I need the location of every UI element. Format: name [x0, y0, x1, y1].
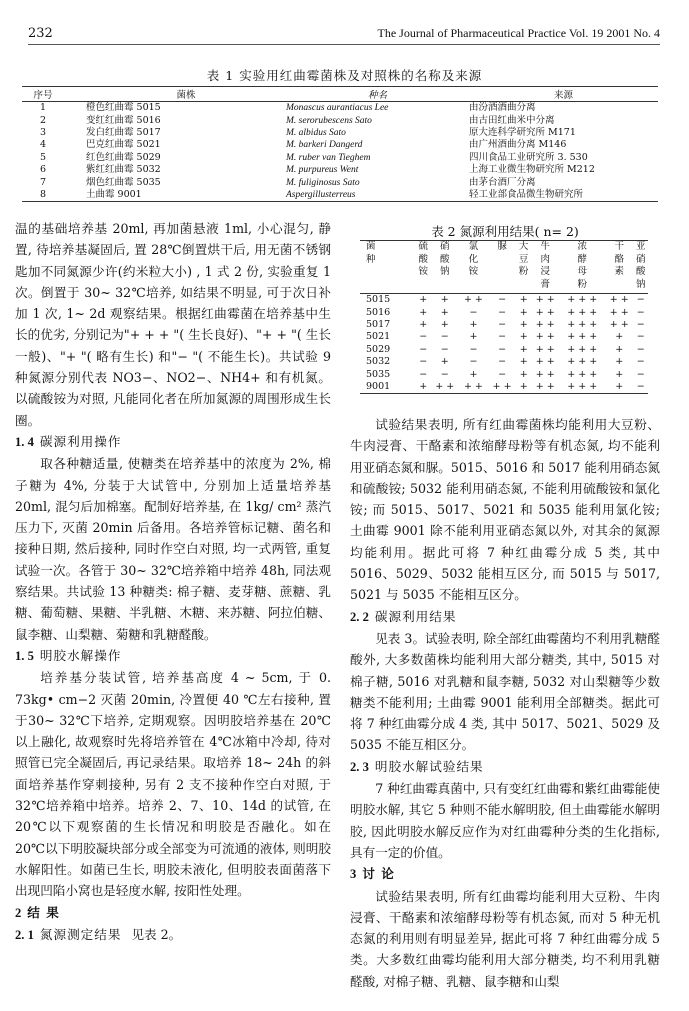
table2 — [360, 240, 648, 394]
table2-cell: 5021 — [366, 331, 391, 343]
table1-cell: 4 — [39, 139, 47, 151]
table2-cell: + — [440, 356, 449, 368]
paragraph: 培养基分装试管, 培养基高度 4 ~ 5cm, 于 0. 73kg• cm−2 灭菌 20min, 冷置便 40 ℃左右接种, 置于30~ 32℃下培养, 定期观察。因明胶培养基在 20℃以上融化, 故观察时先将培养管在 4℃冰箱中冷却, 待对照管已完全凝固后, 再记录结果。取培养 18~ 24h 的斜面培养基作穿刺接种, 另有 2 支不接种作空白对照, 于 32℃培养箱中培养。培养 2、7、10、14d 的试管, 在 20℃以下观察菌的生长情况和明胶是否融化。如在 20℃以下明胶凝块部分或全部变为可流通的液体, 则明胶水解阳性。如菌已生长, 明胶未液化, 但明胶表面菌落下出现凹陷小窝也是轻度水解, 按阳性处理。 — [15, 670, 331, 899]
table2-cell: + — [469, 318, 478, 330]
table2-cell: + + — [535, 356, 555, 368]
table1-row — [22, 127, 658, 139]
table1-row — [22, 164, 658, 176]
table2-cell: − — [469, 356, 478, 368]
section-heading-1-5: 1. 5 明胶水解操作 — [15, 647, 122, 663]
table1-row — [22, 189, 658, 202]
table2-cell: − — [498, 306, 507, 318]
running-header — [28, 26, 660, 45]
table2-cell: + — [469, 368, 478, 380]
table2-cell: + + — [488, 381, 517, 394]
table1-cell: Aspergillusterreus — [286, 189, 469, 202]
table2-cell: 5017 — [366, 318, 391, 330]
table2-cell: − — [634, 381, 648, 394]
table2-cell: + — [519, 356, 528, 368]
table2-cell: + — [519, 343, 528, 355]
section-heading-2-3: 2. 3 明胶水解试验结果 — [350, 758, 484, 774]
table1-cell: 紫红红曲霉 5032 — [86, 164, 161, 176]
table1-cell: 烟色红曲霉 5035 — [86, 176, 161, 188]
table2-header: 硝 酸 钠 — [430, 241, 459, 294]
section-heading-1-4: 1. 4 碳源利用操作 — [15, 433, 122, 449]
table1-cell: 7 — [39, 176, 47, 188]
table2-header: 浓 酵 母 粉 — [560, 241, 605, 294]
table2-cell: 5032 — [366, 356, 391, 368]
table1-cell: 由茅台酒厂分离 — [469, 176, 536, 188]
table1-cell: 3 — [39, 126, 47, 138]
table2-row — [360, 368, 648, 380]
table2-cell: + — [516, 381, 530, 394]
table2-cell: + + + — [560, 381, 605, 394]
table2-row — [360, 381, 648, 394]
table2-row — [360, 306, 648, 318]
left-column — [15, 218, 331, 946]
table2-cell: + + + — [567, 294, 598, 306]
table2-cell: − — [469, 306, 478, 318]
table2-header: 大 豆 粉 — [516, 241, 530, 294]
table1-row — [22, 114, 658, 126]
table1-cell: 2 — [39, 114, 47, 126]
table2-cell: + + — [535, 318, 555, 330]
table2-cell: + — [615, 343, 624, 355]
table1-cell: 四川食品工业研究所 3. 530 — [469, 151, 588, 163]
table1-cell: 变红红曲霉 5016 — [86, 114, 161, 126]
table1-cell: M. ruber van Tieghem — [286, 152, 371, 163]
paragraph: 见表 3。试验表明, 除全部红曲霉菌均不利用乳糖醛酸外, 大多数菌株均能利用大部分糖类, 其中, 5015 对棉子糖, 5016 对乳糖和鼠李糖, 5032 对山梨糖等少数糖类不能利用; 土曲霉 9001 能利用全部糖类。据此可将 7 种红曲霉分成 4 类, 其中 5017、5021、5029 及 5035 不能互相区分。 — [350, 630, 660, 753]
table2-cell: − — [498, 368, 507, 380]
table2-cell: + + + — [567, 356, 598, 368]
table2-cell: + + — [535, 368, 555, 380]
table2-cell: − — [636, 343, 645, 355]
table1-cell: M. barkeri Dangerd — [286, 140, 363, 151]
table1-header-species: 种名 — [286, 87, 469, 102]
table2-header: 菌 种 — [360, 241, 416, 294]
table2-cell: + + — [430, 381, 459, 394]
table2-cell: + + + — [567, 331, 598, 343]
table2-cell: 9001 — [360, 381, 416, 394]
table1 — [22, 86, 658, 202]
table2-cell: − — [419, 343, 428, 355]
table2-cell: − — [636, 368, 645, 380]
table1-cell: M. fuliginosus Sato — [286, 177, 360, 188]
table2-cell: − — [440, 343, 449, 355]
table1-cell: Monascus aurantiacus Lee — [286, 103, 389, 114]
table2-row — [360, 356, 648, 368]
table2-cell: + + — [531, 381, 560, 394]
table1-cell: 由广州酒曲分离 M146 — [469, 139, 567, 151]
table2-header: 脲 — [488, 241, 517, 294]
table2-cell: + — [605, 381, 634, 394]
table2-cell: + — [519, 318, 528, 330]
table2-cell: + + — [535, 306, 555, 318]
section-heading-2-2: 2. 2 碳源利用结果 — [350, 608, 457, 624]
section-heading-2-1: 2. 1 氮源测定结果 见表 2。 — [15, 926, 182, 942]
table2-header: 干 酪 素 — [605, 241, 634, 294]
table2-header: 硫 酸 铵 — [416, 241, 430, 294]
page-number: 232 — [28, 26, 53, 41]
table1-cell: 发白红曲霉 5017 — [86, 126, 161, 138]
table1-row — [22, 152, 658, 164]
table2-cell: + — [416, 381, 430, 394]
table2-cell: + — [615, 331, 624, 343]
table1-cell: 上海工业微生物研究所 M212 — [469, 164, 595, 176]
table2-cell: 5035 — [366, 368, 391, 380]
table2-cell: + — [419, 294, 428, 306]
table2-cell: 5016 — [366, 306, 391, 318]
table2-cell: + — [519, 331, 528, 343]
table1-caption: 表 1 实验用红曲霉菌株及对照株的名称及来源 — [206, 68, 483, 83]
table2-cell: − — [636, 294, 645, 306]
table2-cell: 5029 — [366, 343, 391, 355]
table2-header: 牛 肉 浸 膏 — [531, 241, 560, 294]
journal-title: The Journal of Pharmaceutical Practice Vol. 19 2001 No. 4 — [377, 26, 660, 40]
section-heading-2: 2 结 果 — [15, 904, 60, 920]
table2-cell: − — [636, 318, 645, 330]
table2-cell: + + + — [567, 306, 598, 318]
table1-cell: 橙色红曲霉 5015 — [86, 102, 161, 114]
table2-cell: − — [498, 356, 507, 368]
table2-cell: + + — [463, 294, 483, 306]
table2-cell: + + — [609, 306, 629, 318]
table2-cell: + — [419, 306, 428, 318]
table1-cell: 5 — [39, 151, 47, 163]
table1-row — [22, 139, 658, 151]
table2-cell: − — [419, 331, 428, 343]
table2-header: 氯 化 铵 — [459, 241, 488, 294]
table1-cell: 红色红曲霉 5029 — [86, 151, 161, 163]
table2-row — [360, 344, 648, 356]
table2-cell: + + — [535, 294, 555, 306]
table2-cell: + — [469, 331, 478, 343]
table2-cell: − — [636, 356, 645, 368]
table2-row — [360, 294, 648, 307]
right-column — [350, 414, 660, 992]
table1-header-strain: 菌株 — [64, 87, 286, 102]
table1-cell: 轻工业部食品微生物研究所 — [469, 189, 658, 202]
table2-cell: + + + — [567, 343, 598, 355]
table2-cell: + + — [535, 343, 555, 355]
paragraph: 试验结果表明, 所有红曲霉菌株均能利用大豆粉、牛肉浸膏、干酪素和浓缩酵母粉等有机态氮, 均不能利用亚硝态氮和脲。5015、5016 和 5017 能利用硝态氮和硫酸铵; 5032 能利用硝态氮, 不能利用硫酸铵和氯化铵; 而 5015、5017、5021 和 5035 能利用氯化铵; 土曲霉 9001 除不能利用亚硝态氮以外, 对其余的氮源均能利用。据此可将 7 种红曲霉分成 5 类, 其中 5016、5029、5032 能相互区分, 而 5015 与 5017, 5021 与 5035 不能相互区分。 — [350, 417, 660, 603]
table2-cell: + — [440, 294, 449, 306]
paragraph: 取各种糖适量, 使糖类在培养基中的浓度为 2%, 棉子糖为 4%, 分装于大试管中, 分别加上适量培养基 20ml, 混匀后加棉塞。配制好培养基, 在 1kg/ cm² 蒸汽压力下, 灭菌 20min 后备用。各培养管标记糖、菌名和接种日期, 然后接种, 同时作空白对照, 均一式两管, 重复试验一次。各管于 30~ 32℃培养箱中培养 48h, 同法观察结果。共试验 13 种糖类: 棉子糖、麦芽糖、蔗糖、乳糖、葡萄糖、果糖、半乳糖、木糖、来苏糖、阿拉伯糖、鼠李糖、山梨糖、菊糖和乳糖醛酸。 — [15, 456, 331, 642]
table1-cell: M. serorubescens Sato — [286, 115, 372, 126]
table2-cell: − — [498, 318, 507, 330]
table2-cell: − — [636, 306, 645, 318]
table2-caption: 表 2 氮源利用结果( n= 2) — [431, 224, 579, 239]
table1-cell: 原大连科学研究所 M171 — [469, 126, 576, 138]
table1-cell: 1 — [39, 102, 47, 114]
table1-cell: 由古田红曲米中分离 — [469, 114, 555, 126]
table1-cell: 巴克红曲霉 5021 — [86, 139, 161, 151]
table2-cell: + — [615, 368, 624, 380]
table1-header-no: 序号 — [22, 87, 64, 102]
table2-cell: + — [440, 318, 449, 330]
table2-cell: + + — [609, 294, 629, 306]
table2-cell: + + + — [567, 368, 598, 380]
table2-cell: + — [519, 368, 528, 380]
table2-cell: − — [636, 331, 645, 343]
table1-cell: 6 — [39, 164, 47, 176]
table2-cell: 5015 — [366, 294, 391, 306]
table2-cell: − — [419, 356, 428, 368]
table2-cell: + — [419, 318, 428, 330]
table2-row — [360, 319, 648, 331]
table2-cell: + + — [609, 318, 629, 330]
table1-cell: M. albidus Sato — [286, 127, 346, 138]
table2-cell: + + — [535, 331, 555, 343]
section-heading-3: 3 讨 论 — [350, 866, 395, 882]
table2-cell: − — [469, 343, 478, 355]
paragraph: 试验结果表明, 所有红曲霉均能利用大豆粉、牛肉浸膏、干酪素和浓缩酵母粉等有机态氮, 而对 5 种无机态氮的利用则有明显差异, 据此可将 7 种红曲霉分成 5 类。大多数红曲霉均能利用大部分糖类, 均不利用乳糖醛酸, 对棉子糖、乳糖、鼠李糖和山梨 — [350, 888, 660, 989]
table2-cell: + — [440, 306, 449, 318]
table2-cell: + + + — [567, 318, 598, 330]
table2-cell: − — [498, 343, 507, 355]
table2-cell: − — [440, 331, 449, 343]
table2-cell: − — [440, 368, 449, 380]
table1-header-source: 来源 — [469, 87, 658, 102]
table2-cell: + — [615, 356, 624, 368]
table2-cell: − — [498, 331, 507, 343]
table1-cell: 由汾酒酒曲分离 — [469, 102, 536, 114]
table1-cell: 土曲霉 9001 — [64, 189, 286, 202]
table2-cell: + + — [459, 381, 488, 394]
paragraph: 7 种红曲霉真菌中, 只有变红红曲霉和紫红曲霉能使明胶水解, 其它 5 种则不能水解明胶, 但土曲霉能水解明胶, 因此明胶水解反应作为对红曲霉种分类的生化指标, 具有一定的价值。 — [350, 781, 660, 860]
table2-cell: − — [498, 294, 507, 306]
table1-cell: M. purpureus Went — [286, 165, 359, 176]
table2-cell: + — [519, 294, 528, 306]
table1-cell: 8 — [22, 189, 64, 202]
table1-row — [22, 102, 658, 115]
table2-row — [360, 331, 648, 343]
table1-row — [22, 176, 658, 188]
table2-cell: + — [519, 306, 528, 318]
table2-cell: − — [419, 368, 428, 380]
paragraph: 温的基础培养基 20ml, 再加菌悬液 1ml, 小心混匀, 静置, 待培养基凝固后, 置 28℃倒置烘干后, 用无菌不锈钢匙加不同氮源少许(约米粒大小) , 1 式 2 份, 实验重复 1 次。倒置于 30~ 32℃培养, 如结果不明显, 可于次日补加 1 次, 1~ 2d 观察结果。根据红曲霉菌在培养基中生长的优劣, 分别记为"+ + + "( 生长良好)、"+ + "( 生长一般)、"+ "( 略有生长) 和"− "( 不能生长)。共试验 9 种氮源分别代表 NO3−、NO2−、NH4+ 和有机氮。以硫酸铵为对照, 凡能同化者在所加氮源的周围形成生长圈。 — [15, 221, 331, 428]
table2-header: 亚 硝 酸 钠 — [634, 241, 648, 294]
